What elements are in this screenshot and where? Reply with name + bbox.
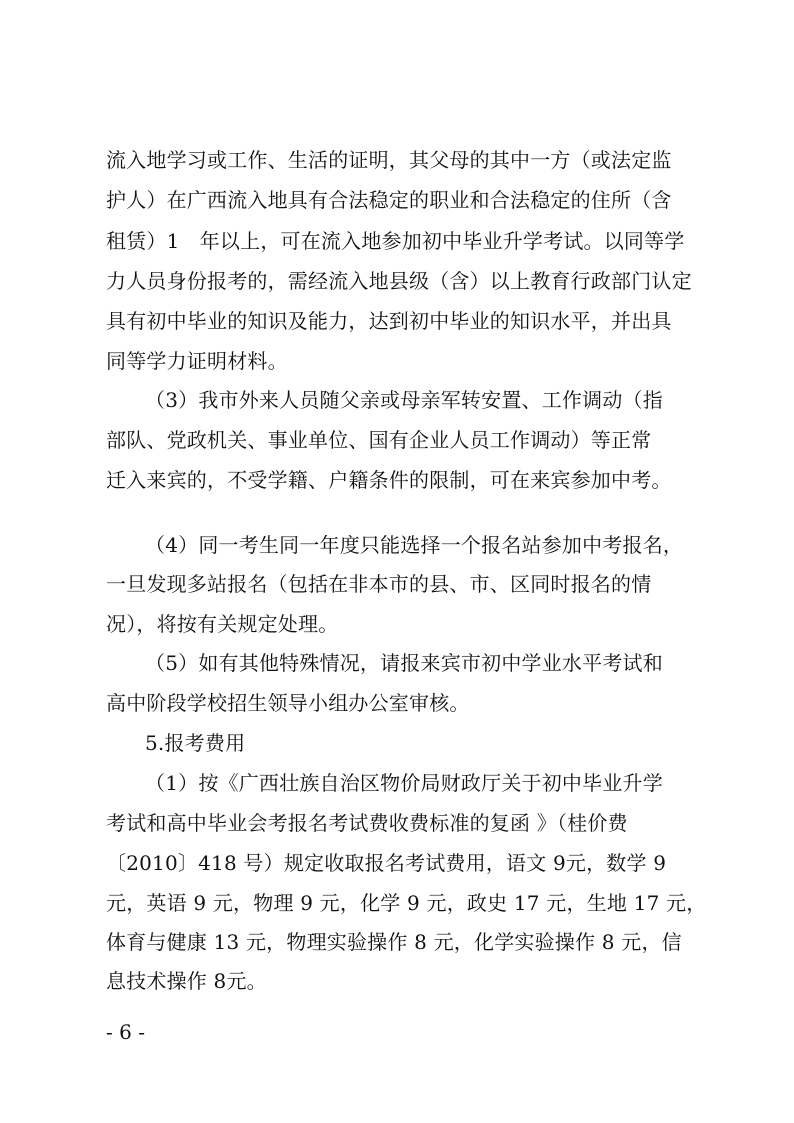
fee-paragraph-line: （1）按《广西壮族自治区物价局财政厅关于初中毕业升学: [145, 771, 663, 795]
body-text-line: 护人）在广西流入地具有合法稳定的职业和合法稳定的住所（含: [106, 188, 672, 212]
body-text-line: 流入地学习或工作、生活的证明，其父母的其中一方（或法定监: [106, 148, 672, 172]
body-text-line: 〔2010〕418 号）规定收取报名考试费用，语文 9元，数学 9: [106, 851, 667, 875]
body-text-line: 体育与健康 13 元，物理实验操作 8 元，化学实验操作 8 元，信: [106, 930, 682, 954]
page-number: - 6 -: [106, 1020, 145, 1044]
paragraph-4-line: （4）同一考生同一年度只能选择一个报名站参加中考报名，: [145, 533, 684, 557]
body-text-line: 况），将按有关规定处理。: [106, 612, 339, 636]
body-text-line: 迁入来宾的，不受学籍、户籍条件的限制，可在来宾参加中考。: [106, 468, 672, 492]
body-text-line: 同等学力证明材料。: [106, 349, 288, 373]
body-text-line: 部队、党政机关、事业单位、国有企业人员工作调动）等正常: [106, 428, 652, 452]
body-text-line: 力人员身份报考的，需经流入地县级（含）以上教育行政部门认定: [106, 269, 692, 293]
body-text-line: 考试和高中毕业会考报名考试费收费标准的复函 》（桂价费: [106, 811, 628, 835]
body-text-line: 一旦发现多站报名（包括在非本市的县、市、区同时报名的情: [106, 572, 652, 596]
paragraph-3-line: （3）我市外来人员随父亲或母亲军转安置、工作调动（指: [145, 388, 663, 412]
body-text-line: 息技术操作 8元。: [106, 969, 267, 993]
section-heading: 5.报考费用: [145, 731, 246, 755]
paragraph-5-line: （5）如有其他特殊情况，请报来宾市初中学业水平考试和: [145, 651, 663, 675]
body-text-line: 租赁）1 年以上，可在流入地参加初中毕业升学考试。以同等学: [106, 229, 685, 253]
body-text-line: 具有初中毕业的知识及能力，达到初中毕业的知识水平，并出具: [106, 309, 672, 333]
body-text-line: 高中阶段学校招生领导小组办公室审核。: [106, 691, 470, 715]
body-text-line: 元，英语 9 元，物理 9 元，化学 9 元，政史 17 元，生地 17 元，: [106, 891, 707, 915]
